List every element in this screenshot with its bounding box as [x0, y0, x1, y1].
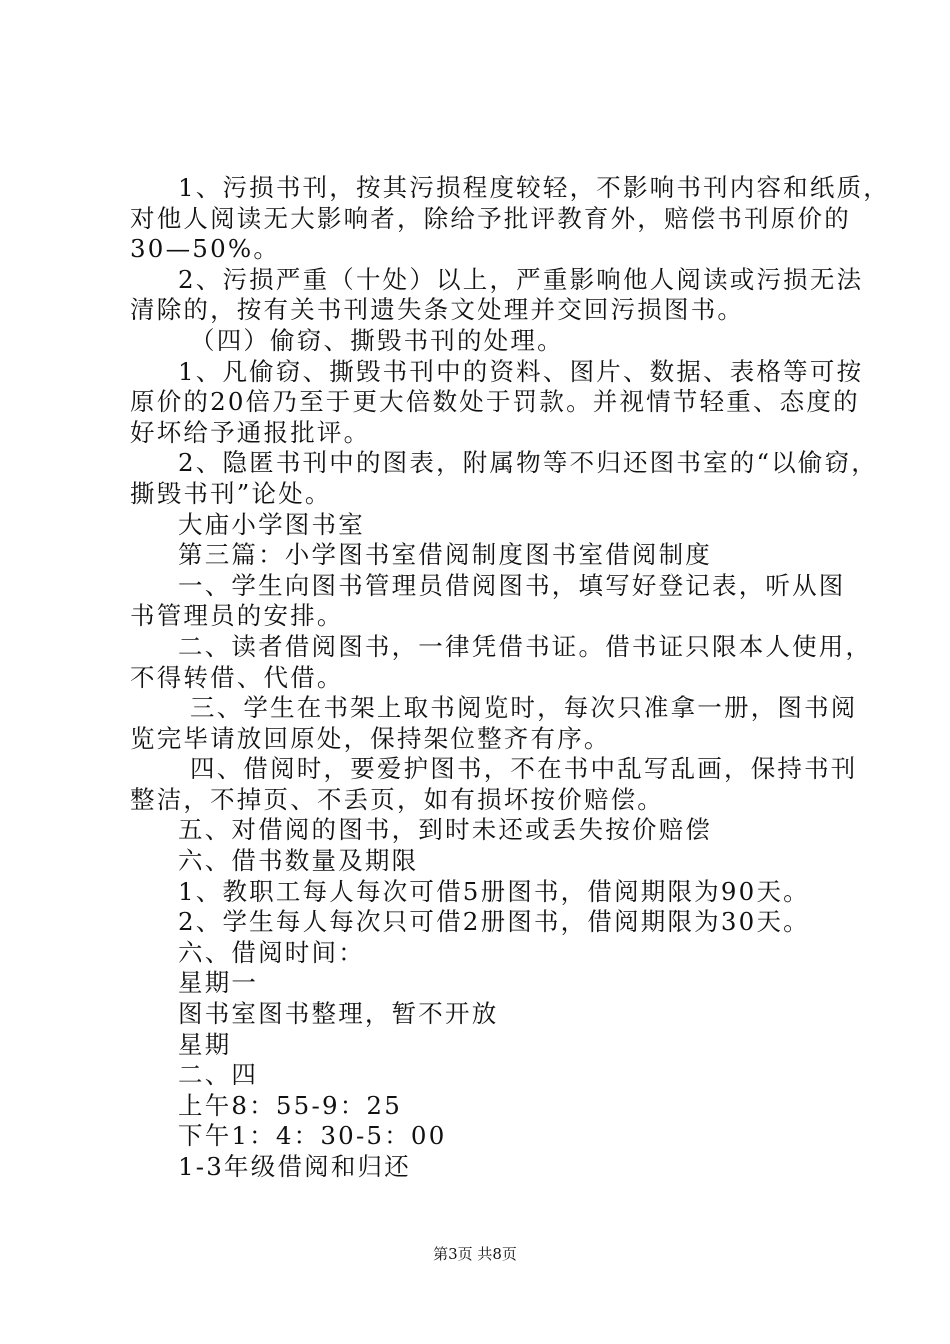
text-line: 星期 [178, 1029, 232, 1059]
text-line: 四、借阅时，要爱护图书，不在书中乱写乱画，保持书刊 [190, 754, 858, 784]
text-line: 不得转借、代借。 [130, 662, 344, 692]
text-line: 2、隐匿书刊中的图表，附属物等不归还图书室的“以偷窃， [178, 448, 879, 478]
text-line: 清除的，按有关书刊遗失条文处理并交回污损图书。 [130, 295, 745, 325]
text-line: 原价的20倍乃至于更大倍数处于罚款。并视情节轻重、态度的 [130, 387, 860, 417]
text-line: 1、凡偷窃、撕毁书刊中的资料、图片、数据、表格等可按 [178, 356, 864, 386]
document-body [130, 173, 890, 1183]
text-line: 五、对借阅的图书，到时未还或丢失按价赔偿 [178, 815, 712, 845]
text-line: 览完毕请放回原处，保持架位整齐有序。 [130, 723, 611, 753]
page-footer: 第3页 共8页 [433, 1245, 517, 1263]
text-line: 整洁，不掉页、不丢页，如有损坏按价赔偿。 [130, 784, 664, 814]
text-line: 1、教职工每人每次可借5册图书，借阅期限为90天。 [178, 876, 810, 906]
text-line: 上午8：55-9：25 [178, 1090, 403, 1120]
text-line: 六、借阅时间： [178, 937, 365, 967]
text-line: 撕毁书刊”论处。 [130, 478, 332, 508]
text-line: 二、读者借阅图书，一律凭借书证。借书证只限本人使用， [178, 631, 873, 661]
text-line: 二、四 [178, 1060, 259, 1090]
text-line: 对他人阅读无大影响者，除给予批评教育外，赔偿书刊原价的 [130, 203, 851, 233]
text-line: 好坏给予通报批评。 [130, 417, 371, 447]
text-line: 三、学生在书架上取书阅览时，每次只准拿一册，图书阅 [190, 693, 858, 723]
text-line: 书管理员的安排。 [130, 601, 344, 631]
chapter-title: 第三篇：小学图书室借阅制度图书室借阅制度 [178, 540, 712, 570]
text-line: 2、学生每人每次只可借2册图书，借阅期限为30天。 [178, 907, 810, 937]
section-heading: （四）偷窃、撕毁书刊的处理。 [190, 325, 564, 355]
text-line: 星期一 [178, 968, 259, 998]
text-line: 下午1：4：30-5：00 [178, 1121, 447, 1151]
text-line: 1、污损书刊，按其污损程度较轻，不影响书刊内容和纸质， [178, 173, 890, 202]
signature-line: 大庙小学图书室 [178, 509, 365, 539]
text-line: 一、学生向图书管理员借阅图书，填写好登记表，听从图 [178, 570, 846, 600]
text-line: 30—50%。 [130, 234, 281, 264]
text-line: 图书室图书整理，暂不开放 [178, 999, 499, 1029]
text-line: 2、污损严重（十处）以上，严重影响他人阅读或污损无法 [178, 264, 864, 294]
text-line: 1-3年级借阅和归还 [178, 1152, 411, 1181]
text-line: 六、借书数量及期限 [178, 846, 419, 876]
